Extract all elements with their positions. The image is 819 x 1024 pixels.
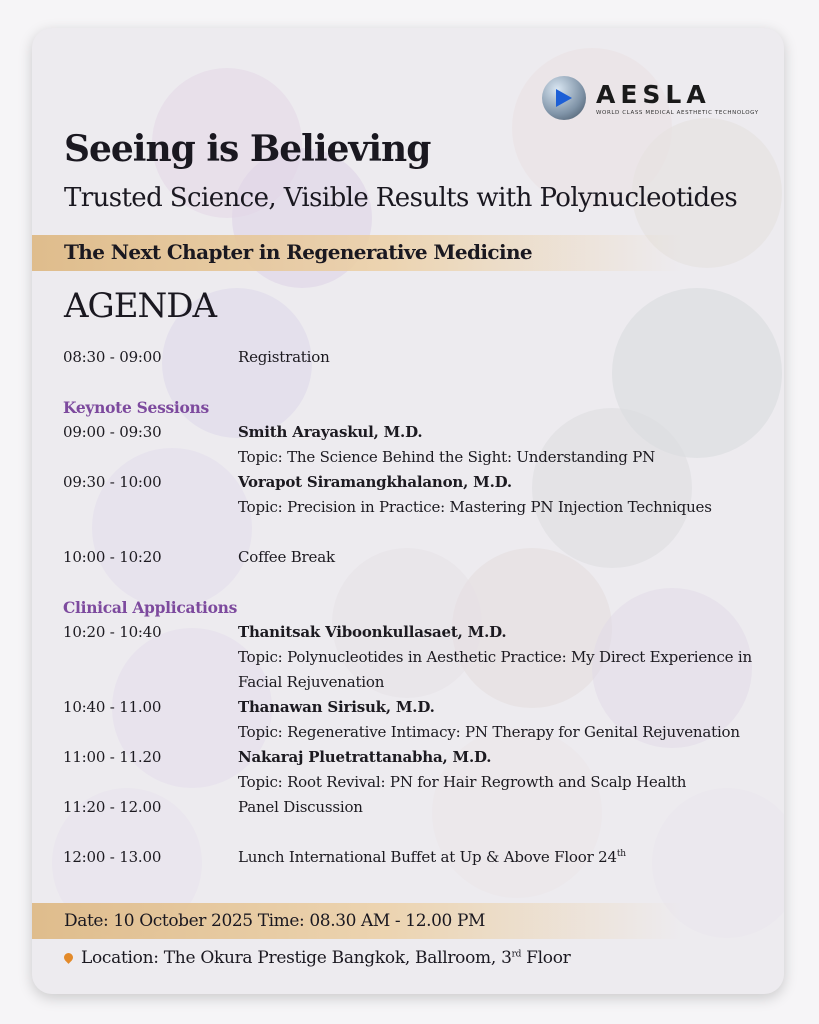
date-band [32,903,682,939]
clinical-time: 11:00 - 11.20 [63,748,162,766]
aesla-logo-icon [542,76,586,120]
clinical-speaker: Thanitsak Viboonkullasaet, M.D. [238,623,507,641]
keynote-topic: Topic: The Science Behind the Sight: Understanding PN [238,448,656,466]
clinical-topic: Topic: Root Revival: PN for Hair Regrowth and Scalp Health [238,773,687,791]
panel-time: 11:20 - 12.00 [63,798,162,816]
keynote-heading: Keynote Sessions [63,398,209,417]
agenda-heading: AGENDA [64,286,217,326]
clinical-topic: Topic: Polynucleotides in Aesthetic Practice: My Direct Experience in [238,648,752,666]
keynote-time: 09:00 - 09:30 [63,423,162,441]
clinical-heading: Clinical Applications [63,598,238,617]
event-subtitle: Trusted Science, Visible Results with Polynucleotides [64,183,738,213]
banner-text: The Next Chapter in Regenerative Medicine [64,240,533,264]
location-text: Location: The Okura Prestige Bangkok, Ballroom, 3 [81,948,512,968]
panel-item: Panel Discussion [238,798,363,816]
clinical-topic-continued: Facial Rejuvenation [238,673,385,691]
aesla-logo [542,74,772,124]
clinical-speaker: Nakaraj Pluetrattanabha, M.D. [238,748,492,766]
lunch-time: 12:00 - 13.00 [63,848,162,866]
keynote-topic: Topic: Precision in Practice: Mastering PN Injection Techniques [238,498,712,516]
location-pin-icon [62,951,75,964]
clinical-speaker: Thanawan Sirisuk, M.D. [238,698,435,716]
clinical-time: 10:20 - 10:40 [63,623,162,641]
date-time-text: Date: 10 October 2025 Time: 08.30 AM - 12.00 PM [64,911,486,931]
brand-name: AESLA [596,80,711,109]
banner-band [32,235,682,271]
lunch-item: Lunch International Buffet at Up & Above Floor 24th [238,848,626,866]
location-line: Location: The Okura Prestige Bangkok, Ballroom, 3rd Floor [64,948,571,968]
agenda-card [32,28,784,994]
brand-tagline: WORLD CLASS MEDICAL AESTHETIC TECHNOLOGY [596,110,759,116]
keynote-speaker: Vorapot Siramangkhalanon, M.D. [238,473,512,491]
keynote-time: 09:30 - 10:00 [63,473,162,491]
registration-item: Registration [238,348,330,366]
clinical-topic: Topic: Regenerative Intimacy: PN Therapy for Genital Rejuvenation [238,723,740,741]
event-title: Seeing is Believing [64,128,431,170]
keynote-speaker: Smith Arayaskul, M.D. [238,423,423,441]
registration-time: 08:30 - 09:00 [63,348,162,366]
clinical-time: 10:40 - 11.00 [63,698,162,716]
coffee-time: 10:00 - 10:20 [63,548,162,566]
coffee-item: Coffee Break [238,548,335,566]
